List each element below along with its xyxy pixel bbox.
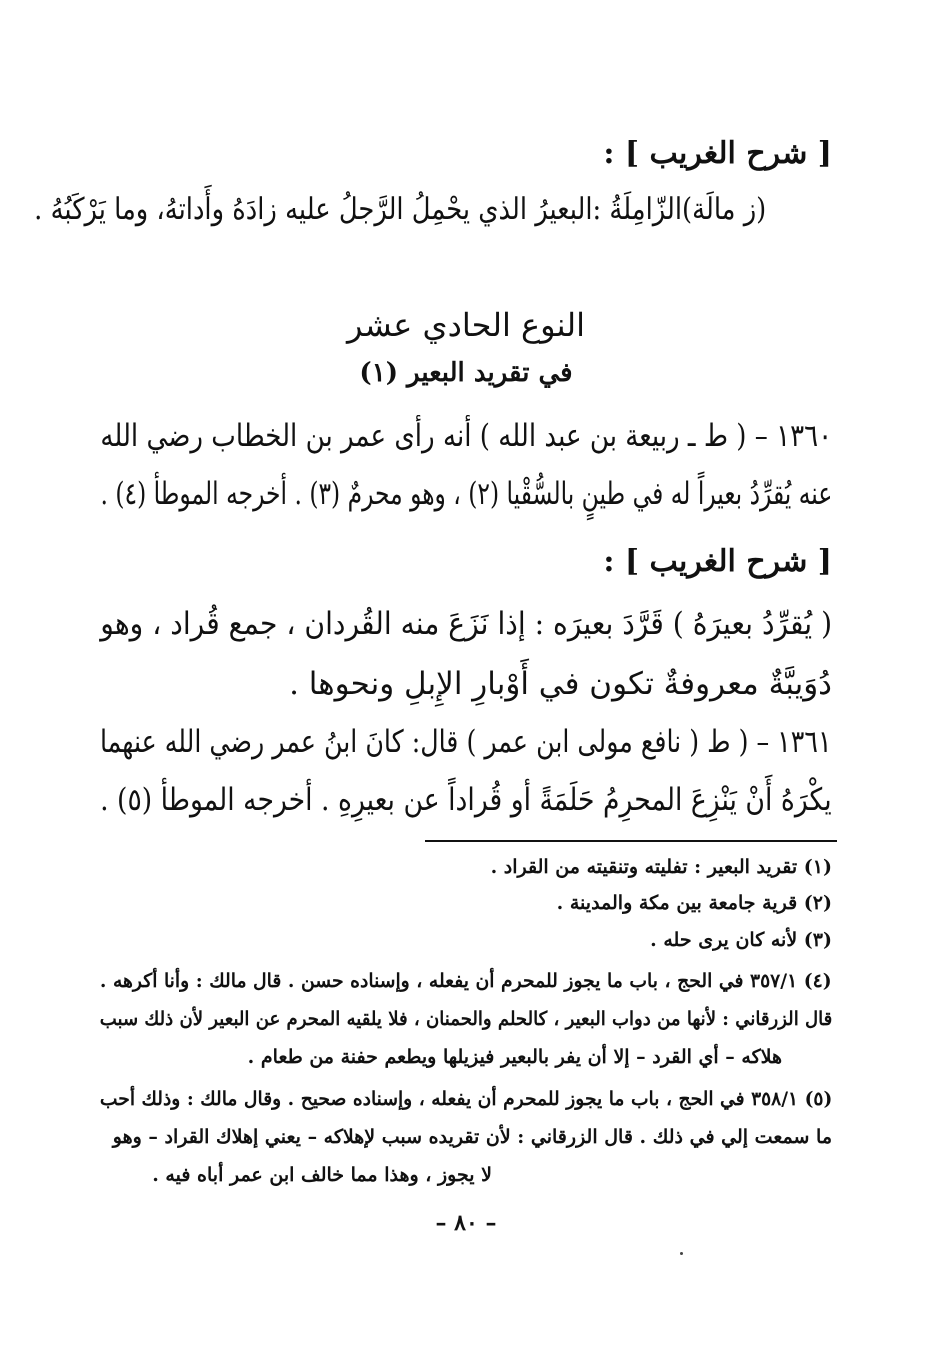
gloss-2-line-2: دُوَيبَّةٌ معروفةٌ تكون في أَوْبارِ الإِبلِ ونحوها . — [289, 666, 832, 702]
footnote-1: (١) تقريد البعير : تفليته وتنقيته من القراد . — [490, 856, 832, 878]
footnote-2: (٢) قرية جامعة بين مكة والمدينة . — [556, 892, 832, 914]
page-number: – ٨٠ – — [435, 1210, 497, 1236]
gloss-line: (ز مالَة)الزّامِلَةُ :البعيرُ الذي يحْمِلُ الرَّجلُ عليه زادَهُ وأَداتهُ، وما يَرْكَبُهُ . — [33, 192, 766, 227]
hadith-1360-line-2: عنه يُقرِّدُ بعيراً له في طينٍ بالسُّقْيا (٢) ، وهو محرمٌ (٣) . أخرجه الموطأ (٤) . — [100, 476, 832, 512]
footnote-5-line-3: لا يجوز ، وهذا مما خالف ابن عمر أباه فيه . — [152, 1164, 492, 1186]
hadith-1360-line-1: ١٣٦٠ – ( ط ـ ربيعة بن عبد الله ) أنه رأى عمر بن الخطاب رضي الله — [100, 418, 832, 454]
footnote-4-line-1: (٤) ٣٥٧/١ في الحج ، باب ما يجوز للمحرم أن يفعله ، وإسناده حسن . قال مالك : وأنا أكرهه . — [100, 970, 832, 992]
hadith-1361-line-1: ١٣٦١ – ( ط ( نافع مولى ابن عمر ) قال: كانَ ابنُ عمر رضي الله عنهما — [100, 724, 832, 760]
gloss-2-line-1: ( يُقرِّدُ بعيرَهُ ) قَرَّدَ بعيرَه : إذا نَزَعَ منه القُردان ، جمع قُراد ، وهو — [100, 606, 832, 642]
footnote-divider — [425, 840, 837, 842]
scan-speck — [680, 1252, 683, 1255]
hadith-1361-line-2: يكْرَهُ أَنْ يَنْزِعَ المحرِمُ حَلَمَةً أو قُراداً عن بعيرِهِ . أخرجه الموطأ (٥) . — [100, 782, 833, 818]
footnote-4-line-2: قال الزرقاني : لأنها من دواب البعير ، كالحلم والحمنان ، فلا يلقيه المحرم عن البعير لأن ذلك سبب — [99, 1008, 832, 1030]
footnote-3: (٣) لأنه كان يرى حله . — [650, 929, 832, 951]
footnote-4-line-3: هلاكه – أي القرد – إلا أن يفر بالبعير فيزيلها ويطعم حفنة من طعام . — [247, 1046, 782, 1068]
footnote-5-line-1: (٥) ٣٥٨/١ في الحج ، باب ما يجوز للمحرم أن يفعله ، وإسناده صحيح . وقال مالك : وذلك أحب — [99, 1088, 832, 1110]
gloss-heading: [ شرح الغريب ] : — [603, 136, 832, 171]
section-title: النوع الحادي عشر — [347, 306, 585, 344]
footnote-5-line-2: ما سمعت إلي في ذلك . قال الزرقاني : لأن تقريده سبب لإهلاكه – يعني إهلاك القراد – وهو — [112, 1126, 832, 1148]
gloss-heading-2: [ شرح الغريب ] : — [603, 544, 832, 579]
section-subtitle: في تقريد البعير (١) — [359, 358, 573, 388]
